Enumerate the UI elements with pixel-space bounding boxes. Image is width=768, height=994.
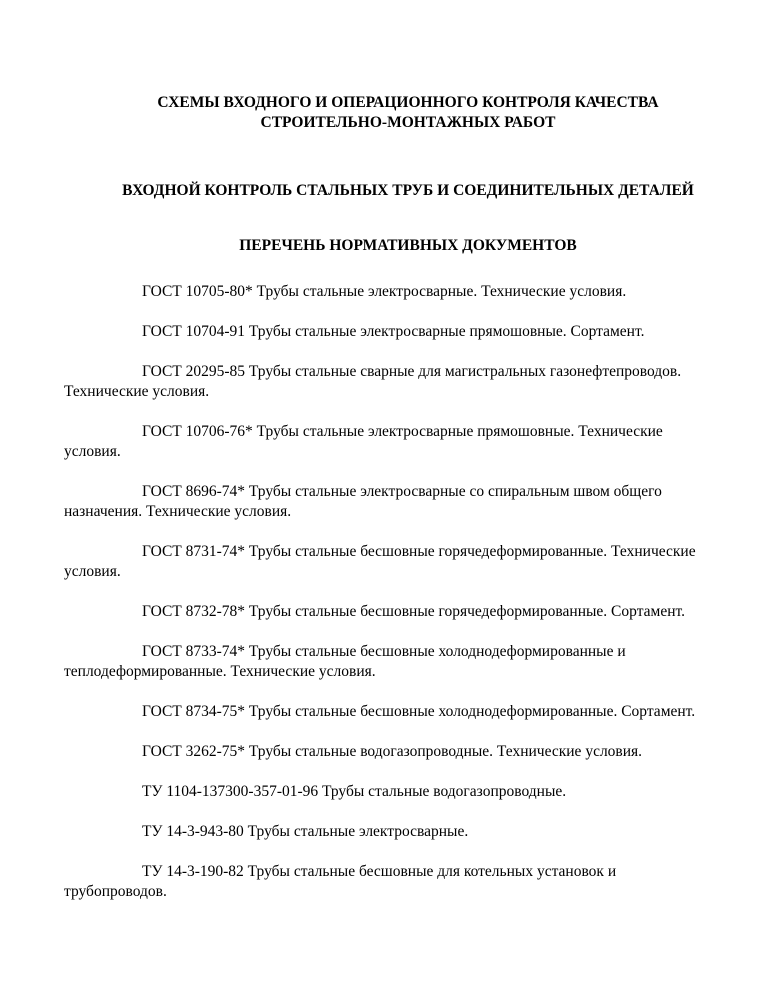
list-item [64,642,704,682]
list-item-line: ТУ 1104-137300-357-01-96 Трубы стальные водогазопроводные. [142,783,567,800]
list-item [112,282,704,302]
list-item-line: условия. [64,443,121,460]
list-item-line: ГОСТ 10705-80* Трубы стальные электросварные. Технические условия. [142,283,627,300]
list-item [64,482,704,522]
list-item [64,862,704,902]
list-item [64,422,704,462]
document-title-line-1: СХЕМЫ ВХОДНОГО И ОПЕРАЦИОННОГО КОНТРОЛЯ КАЧЕСТВА [157,94,659,111]
list-item-line: условия. [64,563,121,580]
list-item-line: ТУ 14-3-943-80 Трубы стальные электросварные. [142,823,469,840]
list-item-line: ГОСТ 8731-74* Трубы стальные бесшовные горячедеформированные. Технические [142,543,696,560]
list-item-line: ГОСТ 8734-75* Трубы стальные бесшовные холоднодеформированные. Сортамент. [142,703,696,720]
list-item-line: трубопроводов. [64,883,167,900]
list-item [112,602,704,622]
document-title [112,93,704,133]
list-item-line: ГОСТ 3262-75* Трубы стальные водогазопроводные. Технические условия. [142,743,643,760]
list-item-line: ГОСТ 10704-91 Трубы стальные электросварные прямошовные. Сортамент. [142,323,645,340]
list-item-line: ГОСТ 8696-74* Трубы стальные электросварные со спиральным швом общего [142,483,662,500]
list-item-line: ГОСТ 8733-74* Трубы стальные бесшовные холоднодеформированные и [142,643,626,660]
list-item-line: ГОСТ 8732-78* Трубы стальные бесшовные горячедеформированные. Сортамент. [142,603,685,620]
section-heading: ВХОДНОЙ КОНТРОЛЬ СТАЛЬНЫХ ТРУБ И СОЕДИНИТЕЛЬНЫХ ДЕТАЛЕЙ [122,182,694,199]
list-item-line: ТУ 14-3-190-82 Трубы стальные бесшовные для котельных установок и [142,863,617,880]
list-item [112,702,704,722]
list-item-line: ГОСТ 20295-85 Трубы стальные сварные для магистральных газонефтепроводов. [142,363,682,380]
list-item [112,742,704,762]
list-item-line: назначения. Технические условия. [64,503,292,520]
normative-documents-list [64,282,704,902]
list-item-line: ГОСТ 10706-76* Трубы стальные электросварные прямошовные. Технические [142,423,663,440]
list-item-line: Технические условия. [64,383,210,400]
list-item [64,542,704,582]
list-item [112,782,704,802]
list-heading: ПЕРЕЧЕНЬ НОРМАТИВНЫХ ДОКУМЕНТОВ [239,237,577,254]
document-title-line-2: СТРОИТЕЛЬНО-МОНТАЖНЫХ РАБОТ [260,114,556,131]
list-item [64,362,704,402]
list-item [112,322,704,342]
list-item [112,822,704,842]
list-item-line: теплодеформированные. Технические условия. [64,663,376,680]
